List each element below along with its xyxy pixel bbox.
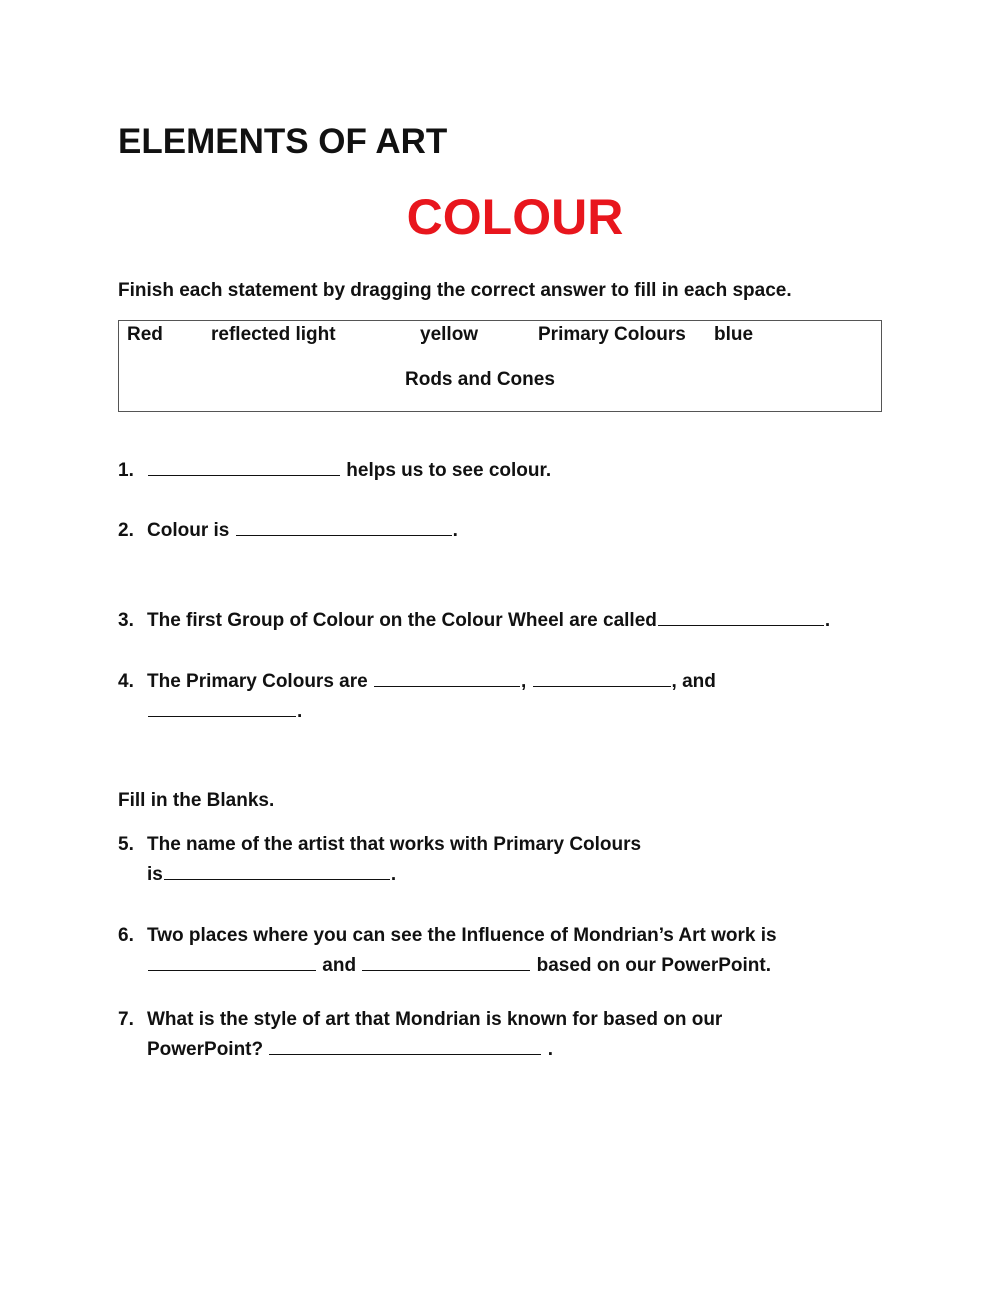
answer-blank-4b[interactable]: [533, 668, 671, 687]
question-7: [118, 1005, 722, 1065]
question-text: Two places where you can see the Influence of Mondrian’s Art work is: [147, 925, 777, 946]
question-text: The Primary Colours are: [147, 671, 368, 692]
question-continuation: [118, 951, 777, 981]
word-bank-item-reflected-light[interactable]: reflected light: [211, 324, 336, 345]
question-text: based on our PowerPoint.: [536, 955, 771, 976]
question-end: .: [824, 610, 831, 631]
question-5: [118, 830, 641, 890]
word-bank-item-blue[interactable]: blue: [714, 324, 754, 345]
instruction-text: Finish each statement by dragging the correct answer to fill in each space.: [118, 280, 792, 301]
answer-blank-7[interactable]: [269, 1036, 541, 1055]
question-text: Colour is: [147, 520, 230, 541]
question-text: and: [322, 955, 357, 976]
question-text: What is the style of art that Mondrian is known for based on our: [147, 1009, 723, 1030]
question-text: is: [147, 864, 163, 885]
worksheet-title: COLOUR: [406, 189, 624, 245]
question-number: 6.: [118, 925, 134, 946]
answer-blank-5[interactable]: [164, 861, 390, 880]
word-bank-item-rods-and-cones[interactable]: Rods and Cones: [405, 369, 555, 390]
answer-blank-6a[interactable]: [148, 952, 316, 971]
answer-blank-1[interactable]: [148, 457, 340, 476]
question-2: [118, 516, 458, 546]
question-text: The name of the artist that works with Primary Colours: [147, 834, 642, 855]
question-4: [118, 667, 716, 727]
answer-blank-6b[interactable]: [362, 952, 530, 971]
question-separator: ,: [520, 671, 527, 692]
question-end: .: [452, 520, 458, 541]
question-number: 5.: [118, 834, 134, 855]
question-number: 7.: [118, 1009, 134, 1030]
answer-blank-4a[interactable]: [374, 668, 520, 687]
question-1: [118, 456, 551, 486]
question-3: [118, 606, 830, 636]
question-number: 3.: [118, 610, 134, 631]
word-bank: [118, 320, 882, 412]
question-number: 4.: [118, 671, 134, 692]
question-number: 2.: [118, 520, 134, 541]
question-continuation: [118, 697, 716, 727]
question-continuation: [118, 1035, 722, 1065]
question-continuation: [118, 860, 641, 890]
question-end: .: [297, 701, 303, 722]
question-text: PowerPoint?: [147, 1039, 264, 1060]
question-end: .: [547, 1039, 553, 1060]
answer-blank-3[interactable]: [658, 607, 824, 626]
word-bank-item-red[interactable]: Red: [127, 324, 163, 345]
worksheet-heading: ELEMENTS OF ART: [118, 122, 448, 161]
fill-in-blanks-label: Fill in the Blanks.: [118, 790, 275, 811]
question-end: .: [390, 864, 397, 885]
answer-blank-4c[interactable]: [148, 698, 296, 717]
question-separator: , and: [671, 671, 716, 692]
question-text: helps us to see colour.: [346, 460, 552, 481]
question-6: [118, 921, 777, 981]
word-bank-item-yellow[interactable]: yellow: [420, 324, 479, 345]
question-text: The first Group of Colour on the Colour Wheel are called: [147, 610, 657, 631]
answer-blank-2[interactable]: [236, 517, 452, 536]
question-number: 1.: [118, 460, 134, 481]
word-bank-item-primary-colours[interactable]: Primary Colours: [538, 324, 686, 345]
